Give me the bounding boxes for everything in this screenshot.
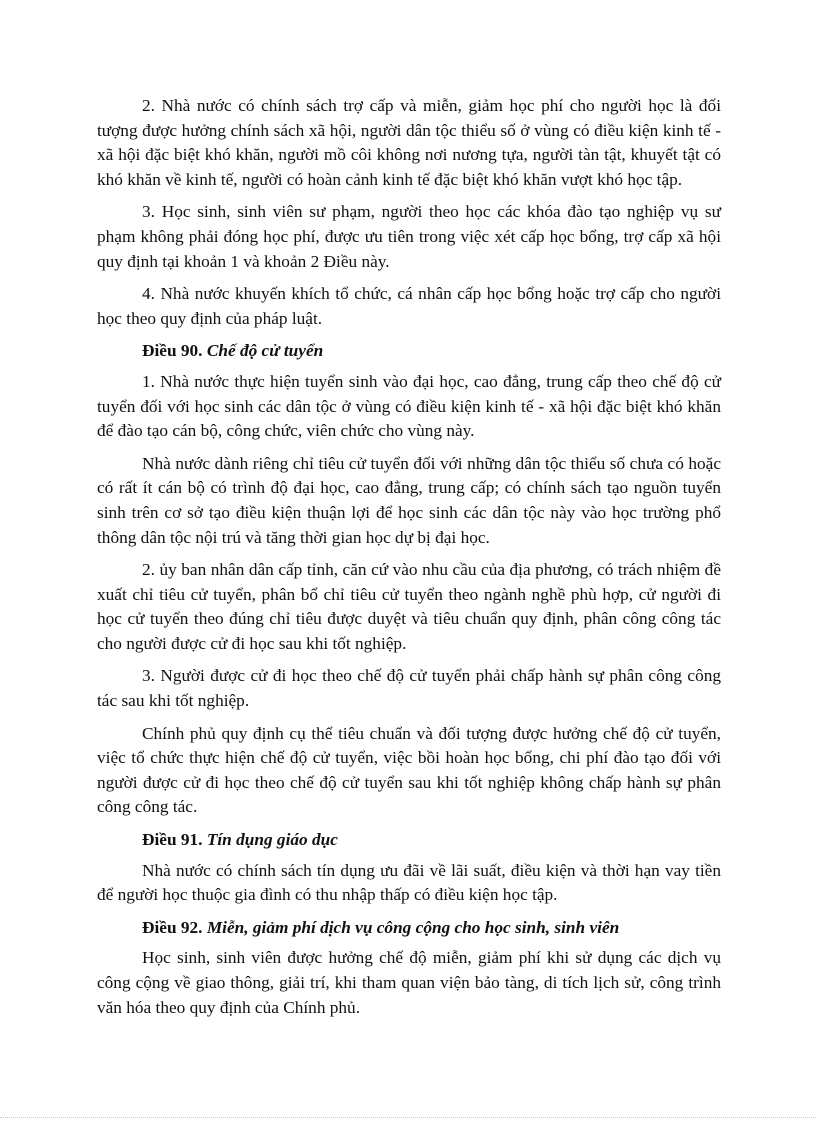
paragraph: Chính phủ quy định cụ thể tiêu chuẩn và đối tượng được hưởng chế độ cử tuyển, việc tổ chức thực hiện chế độ cử tuyển, việc bồi hoàn học bổng, chi phí đào tạo đối với người được cử đi học theo chế độ cử tuyển sau khi tốt nghiệp không chấp hành sự phân công công tác. (97, 723, 721, 817)
paragraph: Nhà nước dành riêng chỉ tiêu cử tuyển đối với những dân tộc thiểu số chưa có hoặc có rất ít cán bộ có trình độ đại học, cao đẳng, trung cấp; có chính sách tạo nguồn tuyển sinh trên cơ sở tạo điều kiện thuận lợi để học sinh các dân tộc này vào học trường phổ thông dân tộc nội trú và tăng thời gian học dự bị đại học. (97, 453, 721, 547)
article-number: Điều 90. (142, 341, 203, 361)
paragraph: Nhà nước có chính sách tín dụng ưu đãi về lãi suất, điều kiện và thời hạn vay tiền để người học thuộc gia đình có thu nhập thấp có điều kiện học tập. (97, 860, 721, 905)
document-page (97, 94, 721, 1028)
paragraph: 3. Học sinh, sinh viên sư phạm, người theo học các khóa đào tạo nghiệp vụ sư phạm không phải đóng học phí, được ưu tiên trong việc xét cấp học bổng, trợ cấp xã hội quy định tại khoản 1 và khoản 2 Điều này. (97, 202, 721, 271)
page-bottom-divider (0, 1117, 816, 1118)
paragraph: 3. Người được cử đi học theo chế độ cử tuyển phải chấp hành sự phân công công tác sau khi tốt nghiệp. (97, 666, 721, 711)
paragraph: 2. Nhà nước có chính sách trợ cấp và miễn, giảm học phí cho người học là đối tượng được hưởng chính sách xã hội, người dân tộc thiểu số ở vùng có điều kiện kinh tế - xã hội đặc biệt khó khăn, người mồ côi không nơi nương tựa, người tàn tật, khuyết tật có khó khăn về kinh tế, người có hoàn cảnh kinh tế đặc biệt khó khăn vượt khó học tập. (97, 96, 721, 189)
article-title: Chế độ cử tuyển (206, 341, 324, 361)
paragraph: 2. ủy ban nhân dân cấp tỉnh, căn cứ vào nhu cầu của địa phương, có trách nhiệm đề xuất chỉ tiêu cử tuyển, phân bổ chỉ tiêu cử tuyển theo ngành nghề phù hợp, cử người đi học cử tuyển theo đúng chỉ tiêu được duyệt và tiêu chuẩn quy định, phân công công tác cho người được cử đi học sau khi tốt nghiệp. (97, 560, 721, 653)
paragraph: Học sinh, sinh viên được hưởng chế độ miễn, giảm phí khi sử dụng các dịch vụ công cộng về giao thông, giải trí, khi tham quan viện bảo tàng, di tích lịch sử, công trình văn hóa theo quy định của Chính phủ. (97, 948, 721, 1017)
article-title: Tín dụng giáo dục (206, 830, 338, 850)
article-heading-90 (97, 339, 721, 364)
article-heading-92 (97, 916, 721, 941)
article-title: Miễn, giảm phí dịch vụ công cộng cho học sinh, sinh viên (206, 917, 620, 937)
article-number: Điều 92. (142, 917, 203, 937)
article-heading-91 (97, 828, 721, 853)
paragraph: 4. Nhà nước khuyến khích tổ chức, cá nhân cấp học bổng hoặc trợ cấp cho người học theo quy định của pháp luật. (97, 284, 721, 328)
paragraph: 1. Nhà nước thực hiện tuyển sinh vào đại học, cao đẳng, trung cấp theo chế độ cử tuyển đối với học sinh các dân tộc ở vùng có điều kiện kinh tế - xã hội đặc biệt khó khăn để đào tạo cán bộ, công chức, viên chức cho vùng này. (97, 371, 721, 441)
article-number: Điều 91. (142, 830, 203, 850)
